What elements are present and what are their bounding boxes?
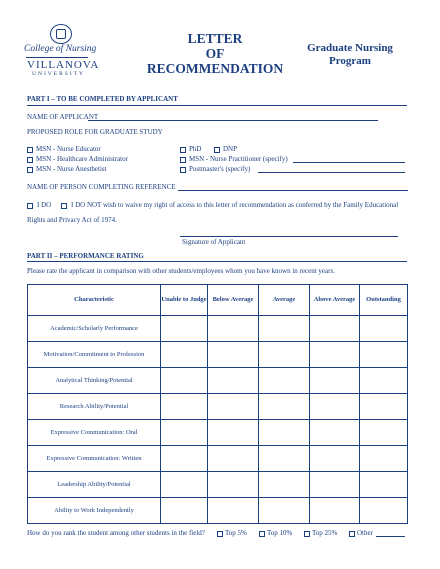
rating-cell[interactable]	[310, 498, 360, 524]
university-seal-icon	[50, 24, 72, 44]
nurse-anesthetist-label: MSN - Nurse Anesthetist	[36, 165, 107, 173]
table-row	[28, 342, 408, 368]
top-25-label: Top 25%	[312, 529, 338, 537]
rating-cell[interactable]	[360, 446, 408, 472]
characteristic-label: Expressive Communication: Written	[28, 446, 161, 472]
title-line-2: OF	[205, 46, 225, 61]
rating-cell[interactable]	[310, 368, 360, 394]
table-row	[28, 498, 408, 524]
logo-college-name: College of Nursing	[24, 44, 97, 54]
postmasters-label: Postmaster's (specify)	[189, 165, 251, 173]
program-line-1: Graduate Nursing	[307, 42, 393, 54]
nurse-anesthetist-checkbox[interactable]	[27, 167, 33, 173]
reference-name-label: NAME OF PERSON COMPLETING REFERENCE	[27, 183, 176, 191]
waiver-do-not-checkbox[interactable]	[61, 203, 67, 209]
logo-divider	[26, 57, 88, 58]
rating-cell[interactable]	[161, 368, 208, 394]
waiver-statement-continued: Rights and Privacy Act of 1974.	[27, 216, 117, 224]
table-row	[28, 472, 408, 498]
rating-cell[interactable]	[208, 342, 259, 368]
rank-question: How do you rank the student among other students in the field?	[27, 529, 205, 537]
rating-cell[interactable]	[360, 316, 408, 342]
nurse-practitioner-specify-field[interactable]	[293, 162, 405, 163]
waiver-statement: I DO NOT wish to waive my right of access to this letter of recommendation as conferred by the Family Educational	[71, 201, 399, 209]
rating-cell[interactable]	[310, 472, 360, 498]
table-header-row	[28, 285, 408, 316]
rating-cell[interactable]	[161, 316, 208, 342]
other-checkbox[interactable]	[349, 531, 355, 537]
characteristic-label: Research Ability/Potential	[28, 394, 161, 420]
rating-cell[interactable]	[208, 394, 259, 420]
column-header: Above Average	[310, 285, 360, 316]
rating-cell[interactable]	[208, 446, 259, 472]
characteristic-label: Ability to Work Independently	[28, 498, 161, 524]
waiver-do-checkbox[interactable]	[27, 203, 33, 209]
table-row	[28, 316, 408, 342]
rating-cell[interactable]	[310, 394, 360, 420]
column-header: Average	[259, 285, 310, 316]
rating-cell[interactable]	[259, 420, 310, 446]
healthcare-admin-checkbox[interactable]	[27, 157, 33, 163]
rating-cell[interactable]	[161, 342, 208, 368]
waiver-do-label: I DO	[37, 201, 52, 209]
rating-cell[interactable]	[208, 498, 259, 524]
top-5-label: Top 5%	[225, 529, 247, 537]
program-line-2: Program	[329, 54, 371, 67]
program-name	[300, 42, 400, 67]
rating-cell[interactable]	[310, 342, 360, 368]
nurse-practitioner-label: MSN - Nurse Practitioner (specify)	[189, 155, 288, 163]
applicant-name-label: NAME OF APPLICANT	[27, 113, 99, 121]
nurse-practitioner-checkbox[interactable]	[180, 157, 186, 163]
rating-cell[interactable]	[360, 368, 408, 394]
table-row	[28, 420, 408, 446]
nurse-educator-label: MSN - Nurse Educator	[36, 145, 101, 153]
phd-label: PhD	[189, 145, 202, 153]
applicant-name-field[interactable]	[88, 120, 378, 121]
postmasters-specify-field[interactable]	[258, 172, 405, 173]
dnp-label: DNP	[223, 145, 238, 153]
signature-label: Signature of Applicant	[182, 238, 246, 246]
rating-cell[interactable]	[310, 316, 360, 342]
rating-cell[interactable]	[161, 446, 208, 472]
rating-cell[interactable]	[259, 342, 310, 368]
table-row	[28, 394, 408, 420]
rating-cell[interactable]	[360, 420, 408, 446]
logo-university-name: VILLANOVA	[27, 59, 100, 71]
logo-university-word: UNIVERSITY	[32, 71, 85, 77]
column-header: Unable to Judge	[161, 285, 208, 316]
other-specify-field[interactable]	[376, 536, 405, 537]
characteristic-label: Motivation/Commitment to Profession	[28, 342, 161, 368]
column-header: Characteristic	[28, 285, 161, 316]
characteristic-label: Leadership Ability/Potential	[28, 472, 161, 498]
rating-cell[interactable]	[208, 368, 259, 394]
rating-cell[interactable]	[161, 472, 208, 498]
column-header: Below Average	[208, 285, 259, 316]
other-label: Other	[357, 529, 373, 537]
rating-cell[interactable]	[208, 472, 259, 498]
postmasters-checkbox[interactable]	[180, 167, 186, 173]
rating-cell[interactable]	[310, 446, 360, 472]
document-title	[130, 31, 300, 76]
characteristic-label: Academic/Scholarly Performance	[28, 316, 161, 342]
college-logo	[24, 24, 104, 84]
part2-heading-rule	[27, 261, 407, 262]
title-line-1: LETTER	[187, 31, 243, 46]
proposed-role-label: PROPOSED ROLE FOR GRADUATE STUDY	[27, 128, 163, 136]
rating-cell[interactable]	[259, 368, 310, 394]
rating-cell[interactable]	[259, 446, 310, 472]
characteristic-label: Analytical Thinking/Potential	[28, 368, 161, 394]
rating-cell[interactable]	[259, 472, 310, 498]
part2-heading: PART II – PERFORMANCE RATING	[27, 252, 144, 260]
title-line-3: RECOMMENDATION	[146, 61, 284, 76]
rating-cell[interactable]	[259, 498, 310, 524]
dnp-checkbox[interactable]	[214, 147, 220, 153]
healthcare-admin-label: MSN - Healthcare Administrator	[36, 155, 128, 163]
signature-field[interactable]	[180, 236, 398, 237]
rating-cell[interactable]	[259, 316, 310, 342]
rating-cell[interactable]	[259, 394, 310, 420]
rating-cell[interactable]	[360, 498, 408, 524]
column-header: Outstanding	[360, 285, 408, 316]
rating-cell[interactable]	[161, 394, 208, 420]
table-row	[28, 446, 408, 472]
rating-cell[interactable]	[360, 472, 408, 498]
rating-cell[interactable]	[360, 394, 408, 420]
top-5-checkbox[interactable]	[217, 531, 223, 537]
table-row	[28, 368, 408, 394]
phd-checkbox[interactable]	[180, 147, 186, 153]
rating-cell[interactable]	[208, 316, 259, 342]
rating-instructions: Please rate the applicant in comparison with other students/employees whom you have known in recent years.	[27, 267, 335, 275]
part1-heading: PART I – TO BE COMPLETED BY APPLICANT	[27, 95, 178, 103]
characteristic-label: Expressive Communication: Oral	[28, 420, 161, 446]
performance-rating-table	[27, 284, 408, 524]
rating-cell[interactable]	[161, 420, 208, 446]
rating-cell[interactable]	[360, 342, 408, 368]
top-25-checkbox[interactable]	[304, 531, 310, 537]
rating-cell[interactable]	[310, 420, 360, 446]
rating-cell[interactable]	[161, 498, 208, 524]
rating-cell[interactable]	[208, 420, 259, 446]
top-10-checkbox[interactable]	[259, 531, 265, 537]
reference-name-field[interactable]	[178, 190, 408, 191]
top-10-label: Top 10%	[267, 529, 293, 537]
part1-heading-rule	[27, 105, 407, 106]
nurse-educator-checkbox[interactable]	[27, 147, 33, 153]
